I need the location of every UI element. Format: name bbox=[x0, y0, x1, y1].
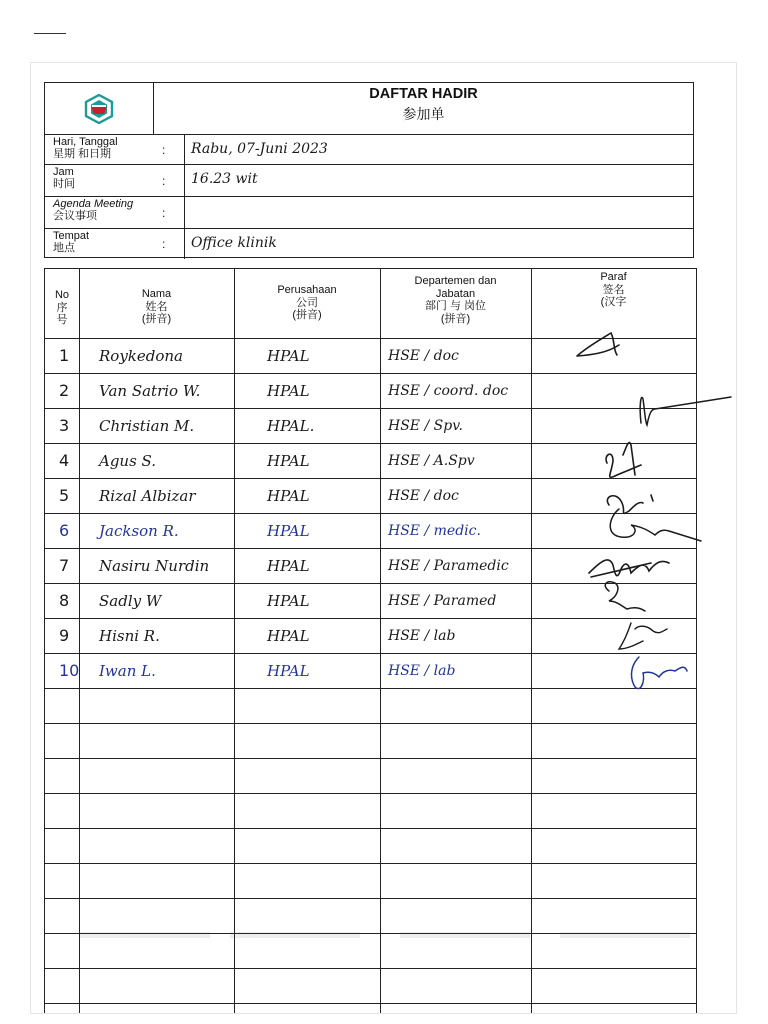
header-text: Jabatan bbox=[435, 287, 476, 300]
field-label-cn: 会议事项 bbox=[53, 210, 97, 222]
paraf-signature-4 bbox=[606, 443, 641, 478]
paraf-signature-5 bbox=[607, 495, 653, 513]
row-number: 2 bbox=[59, 381, 70, 400]
attendee-department: HSE / A.Spv bbox=[388, 453, 475, 469]
attendee-department: HSE / lab bbox=[388, 628, 456, 644]
field-label bbox=[53, 136, 118, 160]
header-text: Departemen dan bbox=[414, 275, 497, 287]
header-paraf bbox=[531, 271, 696, 309]
empty-table-row bbox=[45, 794, 696, 829]
attendee-name: Iwan L. bbox=[99, 662, 156, 680]
attendee-company: HPAL bbox=[267, 662, 310, 680]
page-title-cn: 参加单 bbox=[402, 106, 445, 122]
attendee-company: HPAL bbox=[267, 452, 310, 470]
paraf-signature-10 bbox=[632, 657, 687, 689]
header-text: 公司 bbox=[296, 296, 318, 309]
attendee-name: Van Satrio W. bbox=[99, 382, 201, 400]
header-text: 号 bbox=[56, 314, 68, 326]
row-number: 5 bbox=[59, 486, 70, 505]
row-number: 1 bbox=[59, 346, 70, 365]
empty-table-row bbox=[45, 724, 696, 759]
page-title: DAFTAR HADIR bbox=[369, 86, 478, 102]
paraf-signature-8 bbox=[605, 582, 645, 611]
company-logo-icon bbox=[83, 94, 115, 124]
attendee-name: Agus S. bbox=[99, 452, 157, 470]
attendee-company: HPAL bbox=[267, 627, 310, 645]
attendee-department: HSE / doc bbox=[388, 488, 459, 504]
attendee-company: HPAL bbox=[267, 382, 310, 400]
field-row-date bbox=[45, 135, 693, 165]
field-label bbox=[53, 230, 89, 254]
row-number: 8 bbox=[59, 591, 70, 610]
field-label-text: Agenda Meeting bbox=[53, 198, 134, 210]
field-row-agenda bbox=[45, 197, 693, 229]
field-value-cell bbox=[184, 229, 693, 259]
place-value: Office klinik bbox=[191, 235, 277, 251]
attendee-department: HSE / Paramedic bbox=[388, 558, 509, 574]
header-text: 部门 与 岗位 bbox=[424, 300, 487, 312]
field-value-cell bbox=[184, 197, 693, 228]
header-departemen bbox=[380, 275, 531, 325]
page-mark bbox=[34, 33, 66, 34]
header-text: Nama bbox=[141, 288, 172, 300]
header-nama bbox=[79, 288, 234, 326]
title-cell bbox=[154, 83, 693, 135]
field-label-text: Jam bbox=[53, 166, 74, 178]
row-number: 3 bbox=[59, 416, 70, 435]
empty-table-row bbox=[45, 969, 696, 1004]
row-number: 7 bbox=[59, 556, 70, 575]
empty-table-row bbox=[45, 759, 696, 794]
field-row-place bbox=[45, 229, 693, 259]
header-text: 姓名 bbox=[145, 300, 168, 313]
attendee-department: HSE / medic. bbox=[388, 523, 481, 539]
field-colon: : bbox=[162, 174, 166, 188]
attendee-name: Nasiru Nurdin bbox=[99, 557, 210, 575]
field-colon: : bbox=[162, 206, 166, 220]
attendee-department: HSE / doc bbox=[388, 348, 459, 364]
field-label-cn: 星期 和日期 bbox=[53, 148, 112, 160]
attendee-company: HPAL bbox=[267, 487, 310, 505]
attendee-company: HPAL. bbox=[267, 417, 315, 435]
header-text: 序 bbox=[56, 301, 68, 314]
time-value: 16.23 wit bbox=[191, 171, 258, 187]
attendee-company: HPAL bbox=[267, 522, 310, 540]
field-value-cell bbox=[184, 165, 693, 196]
header-text: (汉字 bbox=[600, 296, 627, 308]
row-number: 6 bbox=[59, 521, 70, 540]
form-header bbox=[44, 82, 694, 258]
paraf-signature-9 bbox=[619, 623, 667, 649]
header-no bbox=[45, 289, 79, 327]
paraf-signature-7 bbox=[589, 560, 669, 577]
header-text: Paraf bbox=[600, 271, 627, 283]
field-label-cn: 地点 bbox=[53, 242, 75, 254]
attendee-name: Sadly W bbox=[99, 592, 162, 610]
field-label-text: Hari, Tanggal bbox=[53, 136, 118, 148]
row-number: 10 bbox=[59, 661, 80, 680]
row-number: 9 bbox=[59, 626, 70, 645]
attendee-name: Roykedona bbox=[99, 347, 184, 365]
attendee-company: HPAL bbox=[267, 592, 310, 610]
field-value-cell bbox=[184, 135, 693, 164]
field-colon: : bbox=[162, 237, 166, 251]
bleed-through-shadow bbox=[80, 918, 688, 974]
header-text: 签名 bbox=[602, 283, 625, 296]
attendee-company: HPAL bbox=[267, 347, 310, 365]
field-row-time bbox=[45, 165, 693, 197]
attendee-company: HPAL bbox=[267, 557, 310, 575]
field-label bbox=[53, 166, 75, 190]
attendee-name: Rizal Albizar bbox=[99, 487, 196, 505]
field-label-text: Tempat bbox=[53, 230, 90, 242]
paraf-signature-2 bbox=[640, 397, 731, 425]
empty-table-row bbox=[45, 864, 696, 899]
header-text: (拼音) bbox=[292, 309, 322, 321]
row-number: 4 bbox=[59, 451, 70, 470]
attendee-department: HSE / Paramed bbox=[388, 593, 497, 609]
attendance-table bbox=[44, 268, 697, 1013]
field-colon: : bbox=[162, 143, 166, 157]
header-text: Perusahaan bbox=[277, 284, 337, 296]
attendee-name: Hisni R. bbox=[99, 627, 160, 645]
header-text: (拼音) bbox=[440, 312, 471, 325]
header-text: (拼音) bbox=[141, 313, 172, 325]
logo-cell bbox=[45, 83, 154, 135]
date-value: Rabu, 07-Juni 2023 bbox=[191, 141, 328, 157]
signature-scribbles bbox=[531, 325, 768, 725]
attendee-name: Christian M. bbox=[99, 417, 195, 435]
attendee-name: Jackson R. bbox=[99, 522, 179, 540]
field-label bbox=[53, 198, 133, 222]
empty-table-row bbox=[45, 829, 696, 864]
attendee-department: HSE / lab bbox=[388, 663, 456, 679]
paraf-signature-1 bbox=[577, 333, 619, 356]
field-label-cn: 时间 bbox=[53, 178, 75, 190]
attendee-department: HSE / Spv. bbox=[388, 418, 463, 434]
header-perusahaan bbox=[234, 284, 380, 322]
attendee-department: HSE / coord. doc bbox=[388, 383, 509, 399]
header-text: No bbox=[54, 289, 70, 301]
